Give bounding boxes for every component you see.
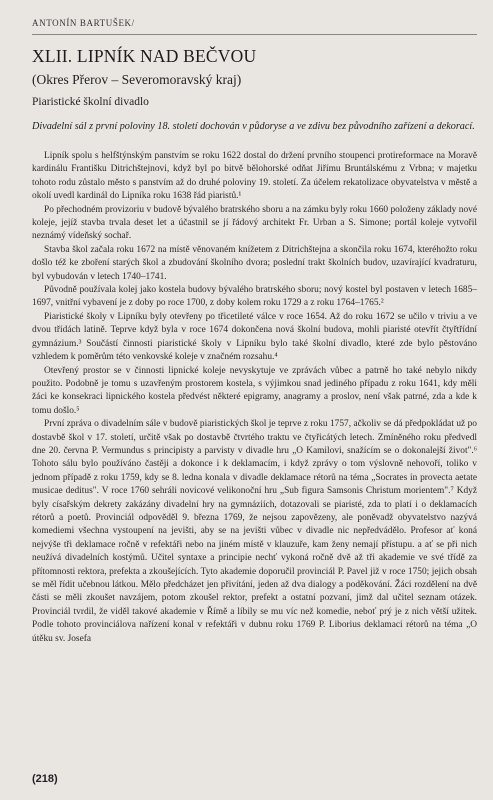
paragraph: První zpráva o divadelním sále v budově piaristických škol je teprve z roku 1757, ačkoliv se dá předpokládat už po dostavbě škol v 17. století, určitě však po dostavbě čtvrtého traktu ve čtyřicátých letech. Zmíněného roku předvedl dne 20. června P. Vermundus s principisty a parvisty v divadle hru „O Kamilovi, snažícím se o dokonalejší život".⁶ Tohoto sálu bylo používáno častěji a dokonce i k deklamacím, i když zprávy o tom výslovně nehovoří, toliko v jednom případě z roku 1759, kdy se 8. ledna konala v divadle deklamace rétorů na téma „Socrates in provecta aetate musicae deditus". V roce 1760 sehráli novicové velikonoční hru „Sub figura Samsonis Christum morientem".⁷ Když byly císařským dekrety zakázány divadelní hry na gymnáziích, dotazovali se piaristé, zda to platí i o deklamacích rétorů a poetů. Provinciál odpověděl 9. března 1769, že nejsou zapovězeny, ale poněvadž obyvatelstvo nazývá komediemi všechna vystoupení na jevišti, aby se na jevišti vůbec v divadle nic nepředvádělo. Profesor ať koná nejvýše tři deklamace ročně v refektáři nebo na jiném místě v klauzuře, kam ženy nemají přístupu. a ať se při nich neužívá divadelních kostýmů. Učitel syntaxe a principie nechť vykoná ročně dvě až tři akademie ve své třídě za přítomnosti rektora, prefekta a zkoušejících. Tyto akademie doporučil provinciál P. Pavel již v roce 1750; jejich obsah se měl řídit učebnou látkou. Mělo předcházet jen přivítání, jeden až dva dialogy a poděkování. Žáci rozdělení na dvě části se měli zkoušet navzájem, potom zkoušel rektor, prefekt a ostatní pozvaní, jimž dal učitel seznam otázek. Provinciál tvrdil, že viděl takové akademie v Římě a líbily se mu víc než komedie, neboť prý je z nich větší užitek. Podle tohoto provinciálova nařízení konal v refektáři v dubnu roku 1769 P. Liborius deklamaci rétorů na téma „O útěku sv. Josefa: [32, 419, 477, 644]
page-number: (218): [32, 773, 58, 785]
paragraph: Otevřený prostor se v činnosti lipnické koleje nevyskytuje ve zprávách vůbec a patrně ho také nebylo nikdy použito. Podobně je tomu s uzavřeným prostorem kostela, s výjimkou snad jediného případu z roku 1641, kdy měli žáci ke konsekraci lipnického kostela předvést některé epigramy, anagramy a proslov, není však patrné, zda a kde k tomu došlo.⁵: [32, 365, 477, 416]
body-text: [32, 150, 477, 646]
italic-summary: Divadelní sál z první poloviny 18. století dochován v půdoryse a ve zdivu bez původního zařízení a dekorací.: [32, 121, 475, 132]
paragraph: Stavba škol začala roku 1672 na místě věnovaném knížetem z Ditrichštejna a skončila roku 1674, kteréhožto roku došlo též ke zboření starých škol a zbudování školního dvora; poslední trakt školních budov, uzavírající kvadraturu, byl vybudován v letech 1740–1741.: [32, 244, 477, 282]
chapter-title: XLII. LIPNÍK NAD BEČVOU: [32, 46, 257, 66]
paragraph: Po přechodném provizoriu v budově bývalého bratrského sboru a na zámku byly roku 1660 položeny základy nové koleje, jejíž stavba trvala deset let a účastnil se jí řádový architekt Fr. Urban a S. Simone; portál koleje vytvořil neznámý vídeňský sochař.: [32, 204, 477, 242]
chapter-subtitle: (Okres Přerov – Severomoravský kraj): [32, 72, 242, 87]
paragraph: Piaristické školy v Lipníku byly otevřeny po třicetileté válce v roce 1654. Až do roku 1672 se učilo v triviu a ve dvou třídách latině. Teprve když byla v roce 1674 dokončena nová školní budova, mohli piaristé otevřít čtyřtřídní gymnázium.³ Součástí činnosti piaristické školy v Lipníku bylo také školní divadlo, které zde bylo pěstováno vzhledem k poměrům této venkovské koleje v značném rozsahu.⁴: [32, 311, 477, 363]
header-rule: [32, 34, 477, 35]
paragraph: Lipník spolu s helfštýnským panstvím se roku 1622 dostal do držení prvního stoupenci protireformace na Moravě kardinálu Františku Ditrichštejnovi, když byl po bitvě bělohorské odňat Jiřímu Bruntálskému z Vrbna; v majetku tohoto rodu zůstalo město s panstvím až do druhé poloviny 19. století. Za účelem rekatolizace obyvatelstva v městě a okolí uvedl kardinál do Lipníka roku 1638 řád piaristů.¹: [32, 151, 477, 202]
section-heading: Piaristické školní divadlo: [32, 96, 149, 108]
paragraph: Původně používala kolej jako kostela budovy bývalého bratrského sboru; nový kostel byl postaven v letech 1685–1697, vnitřní vybavení je z doby po roce 1700, z doby kolem roku 1729 a z roku 1764–1765.²: [32, 285, 477, 309]
running-head: ANTONÍN BARTUŠEK/: [32, 18, 135, 28]
